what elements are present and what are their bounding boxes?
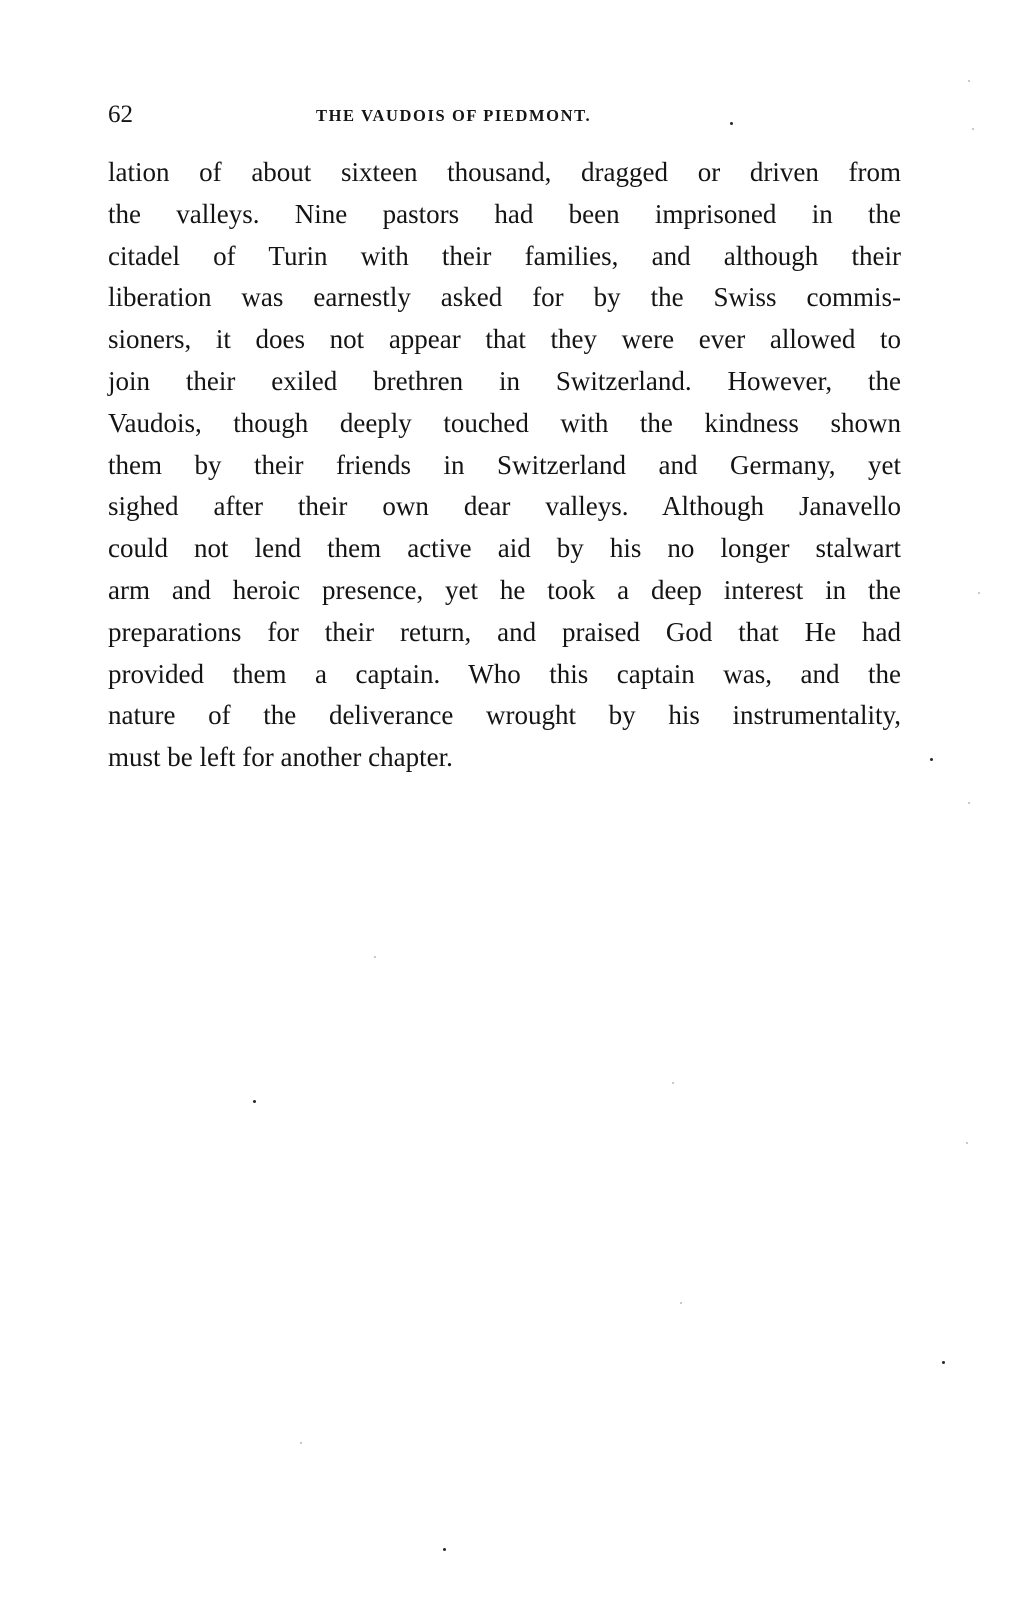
text-line: could not lend them active aid by his no longer stalwart [108,533,901,564]
scan-speck [443,1548,446,1551]
scan-speck [730,122,733,125]
body-paragraph [108,152,901,779]
text-line: preparations for their return, and praised God that He had [108,616,901,647]
scan-speck [930,758,933,761]
page-number: 62 [108,101,133,128]
scan-speck [966,1142,968,1144]
scan-speck [968,802,970,804]
text-line: sioners, it does not appear that they were ever allowed to [108,324,901,355]
running-title: THE VAUDOIS OF PIEDMONT. [316,106,592,125]
scan-speck [978,592,980,594]
text-line: them by their friends in Switzerland and Germany, yet [108,449,901,480]
text-line: must be left for another chapter. [108,742,453,773]
text-line: lation of about sixteen thousand, dragged or driven from [108,157,901,187]
scan-speck [942,1361,945,1364]
scan-speck [680,1302,682,1304]
text-line: arm and heroic presence, yet he took a deep interest in the [108,574,901,605]
text-line: liberation was earnestly asked for by the Swiss commis- [108,282,901,313]
scan-speck [968,80,970,82]
scan-speck [374,956,376,958]
text-line: nature of the deliverance wrought by his instrumentality, [108,700,901,731]
text-line: sighed after their own dear valleys. Although Janavello [108,491,901,522]
scan-speck [253,1100,256,1103]
scan-speck [672,1082,674,1084]
text-line: join their exiled brethren in Switzerland. However, the [108,365,901,396]
scan-speck [972,128,974,130]
text-line: citadel of Turin with their families, and although their [108,240,901,271]
scan-speck [300,1442,302,1444]
text-line: provided them a captain. Who this captain was, and the [108,658,901,689]
running-head [108,98,903,134]
text-line: the valleys. Nine pastors had been imprisoned in the [108,198,901,229]
text-line: Vaudois, though deeply touched with the kindness shown [108,407,901,438]
